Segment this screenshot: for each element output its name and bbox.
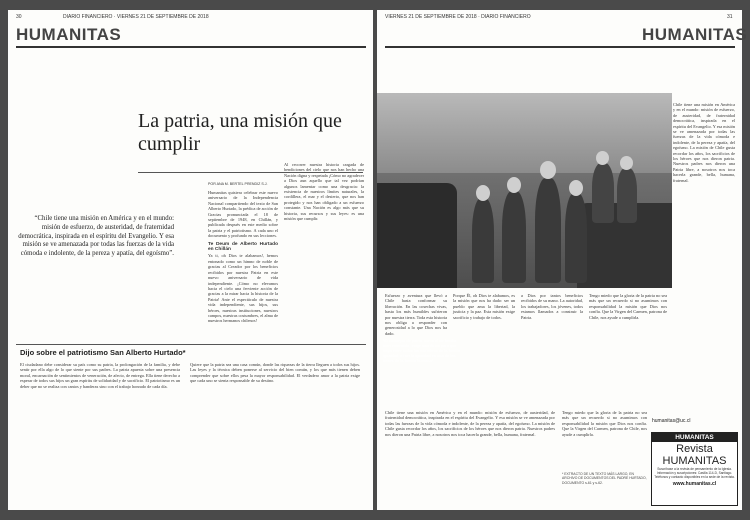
- photo-child: [565, 193, 587, 283]
- section-rule: [385, 46, 735, 48]
- article-continuation: Chile tiene una misión en América y en el mundo: misión de esfuerzo, de austeridad, de fraternidad democrática, inspirada en el espíritu del Evangelio. Y esa misión se ve amenazada por todas las fuerzas de la vida cómoda e indolente, de la pereza y apatía, del egoísmo. La misión de Chile gusta recordar los años, los sacrificios de los héroes que nos dieron patria. Nuestros padres nos dieron una Patria libre, a nosotros nos toca hacerla grande, bella, humana, fraternal.: [385, 410, 555, 437]
- newspaper-header: DIARIO FINANCIERO · VIERNES 21 DE SEPTIEMBRE DE 2018: [63, 14, 209, 20]
- photo-child-head: [476, 185, 490, 201]
- photo-child-head: [596, 151, 609, 165]
- newspaper-header: VIERNES 21 DE SEPTIEMBRE DE 2018 · DIARIO FINANCIERO: [385, 14, 531, 20]
- box-top-rule: [16, 344, 366, 345]
- box-title: Dijo sobre el patriotismo San Alberto Hurtado*: [20, 348, 186, 357]
- photo-child: [472, 198, 494, 283]
- subheading: Te Deum de Alberto Hurtado en Chillán: [208, 241, 278, 253]
- page-number: 31: [727, 14, 733, 20]
- photo-child-head: [620, 156, 633, 170]
- box-column-2: Quiere que la patria sea una casa común, donde las riquezas de la tierra lleguen a todos sus hijos. Las leyes y la técnica deben ponerse al servicio del bien común, y los que más tienen deben comprender que sobre ellos pesa la mayor responsabilidad. El verdadero amor a la patria exige que cada uno se sienta responsable de su destino.: [190, 362, 360, 384]
- photo-truck-left: [377, 183, 457, 288]
- page-number: 30: [16, 14, 22, 20]
- article-column-2: Al recorrer nuestra historia cargada de bendiciones del cielo que nos han hecho una Nación digna y respetada ¡Cómo no agradecer a Dios aun aquello que tal vez podrían algunos lamentar como una desgracia: la existencia de nuestros límites naturales, la cordillera, el mar y el desierto, que nos han protegido y nos han obligado a un esfuerzo constante. Una Nación es algo más que su historia, sus recursos y sus leyes: es una misión que cumplir.: [284, 162, 364, 222]
- promo-header: HUMANITAS: [652, 433, 737, 442]
- article-closing: Tengo miedo que la gloria de la patria no sea más que un recuerdo si no asumimos con responsabilidad la misión que Dios nos confía. Que la Virgen del Carmen, patrona de Chile, nos ayude a cumplirla.: [562, 410, 647, 437]
- magazine-promo: [651, 432, 738, 506]
- photo-child-head: [569, 180, 583, 196]
- photo-adult-head: [540, 161, 556, 179]
- photo-child-head: [507, 177, 521, 193]
- left-page: [8, 10, 373, 510]
- article-column-a: Esfuerzo y aventura que llevó a Chile hasta conformar su liberación. En las cosechas vivas, hasta los más humildes sufrieron por nuestra tierra. Toda esta historia nos obliga a responder con generosidad a lo que Dios nos ha dado.: [385, 293, 447, 336]
- contact-email[interactable]: humanitas@uc.cl: [652, 418, 691, 424]
- footnote: * EXTRACTO DE UN TEXTO MÁS LARGO, EN ARCHIVO DE DOCUMENTOS DEL PADRE HURTADO, DOCUMENTO s-61 y s-62.: [562, 472, 647, 485]
- right-page: [377, 10, 748, 510]
- promo-title: Revista HUMANITAS: [662, 443, 727, 467]
- photo-adult: [535, 178, 561, 283]
- promo-text: Suscríbase a la revista de pensamiento de la Iglesia. Información y suscripciones: Casilla 114-D, Santiago. Teléfonos y contacto disponibles en la sede de la revista.: [654, 467, 735, 479]
- article-column-c: a Dios por tantos beneficios recibidos de su mano. La autoridad, los trabajadores, los jóvenes, todos estamos llamados a construir la Patria.: [521, 293, 583, 320]
- intro-text: Humanitas quisiera celebrar este nuevo aniversario de la Independencia Nacional compartiendo del texto de San Alberto Hurtado, la prédica de acción de Gracias pronunciada el 18 de septiembre de 1948, en Chillán, y publicada después en este medio sobre la patria y el patriotismo. A cada uno el documento y profundo en sus lecciones.: [208, 190, 278, 239]
- article-column-1: [208, 190, 278, 340]
- article-column-b: Porque Él, oh Dios te alabamos, es la misión que nos ha dado: ser un pueblo que ama la libertad, la justicia y la paz. Esta misión exige sacrificio y trabajo de todos.: [453, 293, 515, 320]
- box-column-1: El ciudadano debe considerar su país como su patria, la prolongación de la familia, y debe sentir por ella algo de lo que siente por sus padres. La patria apuesta sobre una presencia moral, encarnación de sentimientos de veneración, de afecto, de entrega. Ella tiene derecho a esperar de todos sus hijos un gran espíritu de solidaridad y de sacrificio. El patriotismo es un deber que no se realiza con cantos y banderas sino con el trabajo honrado de cada día.: [20, 362, 180, 389]
- photo-child: [502, 191, 526, 283]
- section-title: HUMANITAS: [16, 25, 122, 44]
- photo-child-on-truck: [592, 163, 614, 223]
- photo-caption: “El concepto de patria, como el de familia bien entendido, exige sacrificios para que haya entre todos los miembros de la familia igualdad; el ser la igualdad es una de las bases de la familia humana”.: [383, 338, 461, 363]
- article-column-right: Chile tiene una misión en América y en el mundo: misión de esfuerzo, de austeridad, de fraternidad democrática, inspirada en el espíritu del Evangelio. Y esa misión se ve amenazada por todas las fuerzas de la vida cómoda e indolente, de la pereza y apatía, del egoísmo. La misión de Chile gusta recordar los años, los sacrificios de los héroes que nos dieron patria. Nuestros padres nos dieron una Patria libre, a nosotros nos toca hacerla grande, bella, humana, fraternal.: [673, 102, 735, 183]
- article-headline: La patria, una misión que cumplir: [138, 110, 342, 155]
- photo-child-on-truck: [617, 168, 637, 223]
- article-column-e: Tengo miedo que la gloria de la patria no sea más que un recuerdo si no asumimos con responsabilidad la misión que Dios nos confía. Que la Virgen del Carmen, patrona de Chile, nos ayude a cumplirla.: [589, 293, 667, 320]
- promo-url[interactable]: www.humanitas.cl: [672, 481, 717, 487]
- byline: POR ANA M. BERTEL PRENDIZ S.J.: [208, 182, 268, 186]
- pull-quote: “Chile tiene una misión en América y en el mundo: misión de esfuerzo, de austeridad, de fraternidad democrática, inspirada en el espíritu del Evangelio. Y esa misión se ve amenazada por todas las fuerzas de la vida cómoda e indolente, de la pereza y apatía, del egoísmo”.: [18, 215, 174, 258]
- section-rule: [16, 46, 366, 48]
- column-1-text: Ya ti, oh Dios te alabamos!, hemos entonado como un himno de noble de gracias al Creador por los beneficios recibidos por nuestra Patria en este nuevo aniversario de vida independiente. ¡Cómo no elevamos hacia el cielo una ferviente acción de gracias a la mirar hacia la historia de la Patria! Ante el espectáculo de nuestra vida independiente, sus hijos, sus héroes, nuestras instituciones, nuestros campos, nuestras costumbres, el alma de nuestros hermanos chilenos!: [208, 253, 278, 324]
- section-title: HUMANITAS: [642, 25, 748, 44]
